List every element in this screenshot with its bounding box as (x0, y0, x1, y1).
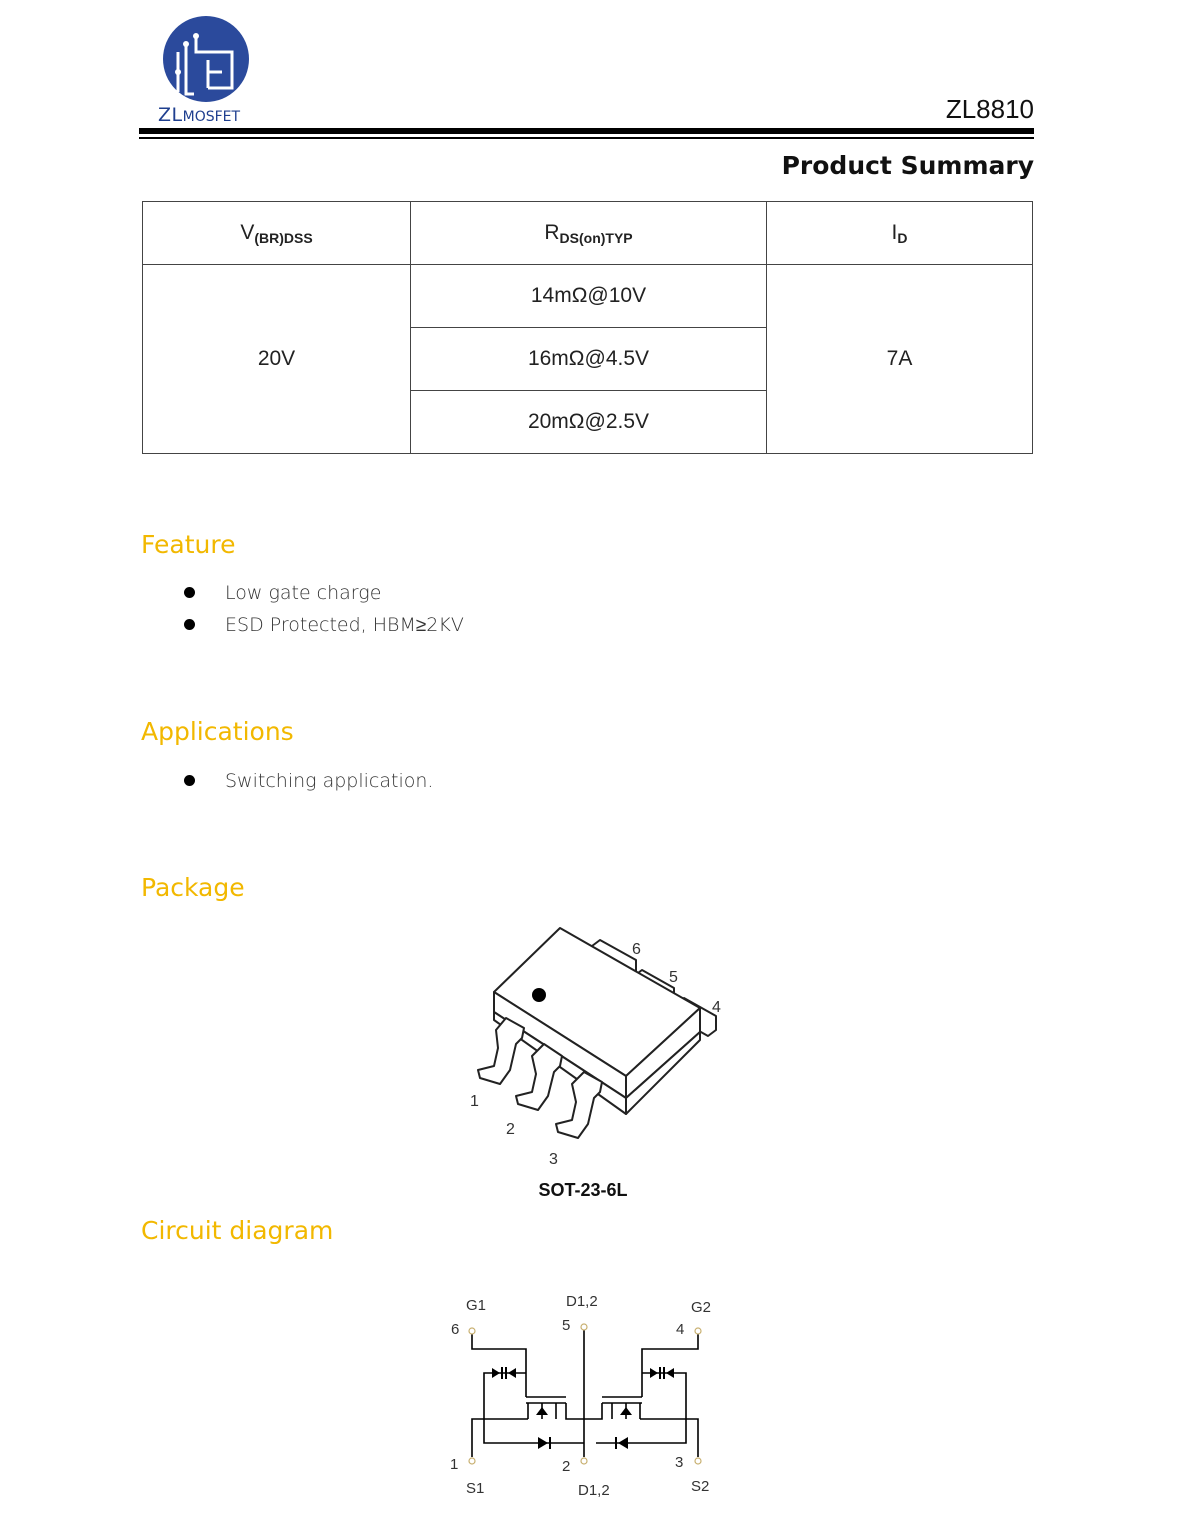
label-s1: S1 (466, 1480, 485, 1497)
header-rdson (411, 202, 767, 265)
cell-id: 7A (767, 265, 1033, 454)
label-g2: G2 (691, 1299, 712, 1316)
list-item (184, 582, 464, 614)
feature-item-text: ESD Protected, HBM≥2KV (225, 614, 464, 636)
label-d12-top: D1,2 (566, 1293, 598, 1310)
product-summary-table (142, 201, 1033, 454)
logo-text-small: MOSFET (182, 109, 241, 125)
label-g1: G1 (466, 1297, 487, 1314)
header-rule-thin (139, 137, 1034, 139)
pin-label-3: 3 (549, 1151, 558, 1168)
circuit-diagram-title: Circuit diagram (141, 1216, 334, 1245)
header-id-main: I (891, 220, 898, 244)
header-id-sub: D (897, 229, 908, 246)
pin1-marker-icon (532, 988, 546, 1002)
table-row (143, 265, 1033, 328)
label-s2: S2 (691, 1478, 710, 1495)
cell-rdson-4-5v: 16mΩ@4.5V (411, 328, 767, 391)
feature-title: Feature (141, 530, 236, 559)
header-rdson-main: R (544, 220, 560, 244)
applications-list (184, 770, 433, 802)
pin-label-5: 5 (669, 969, 678, 986)
bullet-icon (184, 587, 195, 598)
feature-list (184, 582, 464, 646)
pin-label-6: 6 (632, 941, 641, 958)
logo-wordmark (158, 104, 240, 126)
cell-vbrdss: 20V (143, 265, 411, 454)
circuit-schematic (440, 1285, 740, 1505)
part-number: ZL8810 (945, 94, 1034, 124)
label-d12-bottom: D1,2 (578, 1482, 610, 1499)
label-pin6: 6 (451, 1321, 460, 1338)
table-header-row (143, 202, 1033, 265)
package-drawing (460, 920, 740, 1180)
label-pin1: 1 (450, 1456, 459, 1473)
list-item (184, 614, 464, 646)
logo-text-big: ZL (158, 104, 183, 126)
bullet-icon (184, 619, 195, 630)
label-pin4: 4 (676, 1321, 685, 1338)
pin-label-2: 2 (506, 1121, 515, 1138)
label-pin5: 5 (562, 1317, 571, 1334)
pin-label-4: 4 (712, 999, 721, 1016)
cell-rdson-2-5v: 20mΩ@2.5V (411, 391, 767, 454)
label-pin2: 2 (562, 1458, 571, 1475)
product-summary-title: Product Summary (781, 151, 1034, 180)
application-item-text: Switching application. (225, 770, 434, 792)
header-vbrdss-main: V (240, 220, 255, 244)
bullet-icon (184, 775, 195, 786)
header-rule-thick (139, 128, 1034, 134)
applications-title: Applications (141, 717, 294, 746)
label-pin3: 3 (675, 1454, 684, 1471)
header-vbrdss-sub: (BR)DSS (254, 229, 313, 246)
list-item (184, 770, 433, 802)
package-title: Package (141, 873, 245, 902)
package-caption: SOT-23-6L (538, 1180, 628, 1200)
cell-rdson-10v: 14mΩ@10V (411, 265, 767, 328)
feature-item-text: Low gate charge (225, 582, 382, 604)
pin-label-1: 1 (470, 1093, 479, 1110)
header-id (767, 202, 1033, 265)
header-rdson-sub: DS(on)TYP (559, 229, 633, 246)
header-vbrdss (143, 202, 411, 265)
